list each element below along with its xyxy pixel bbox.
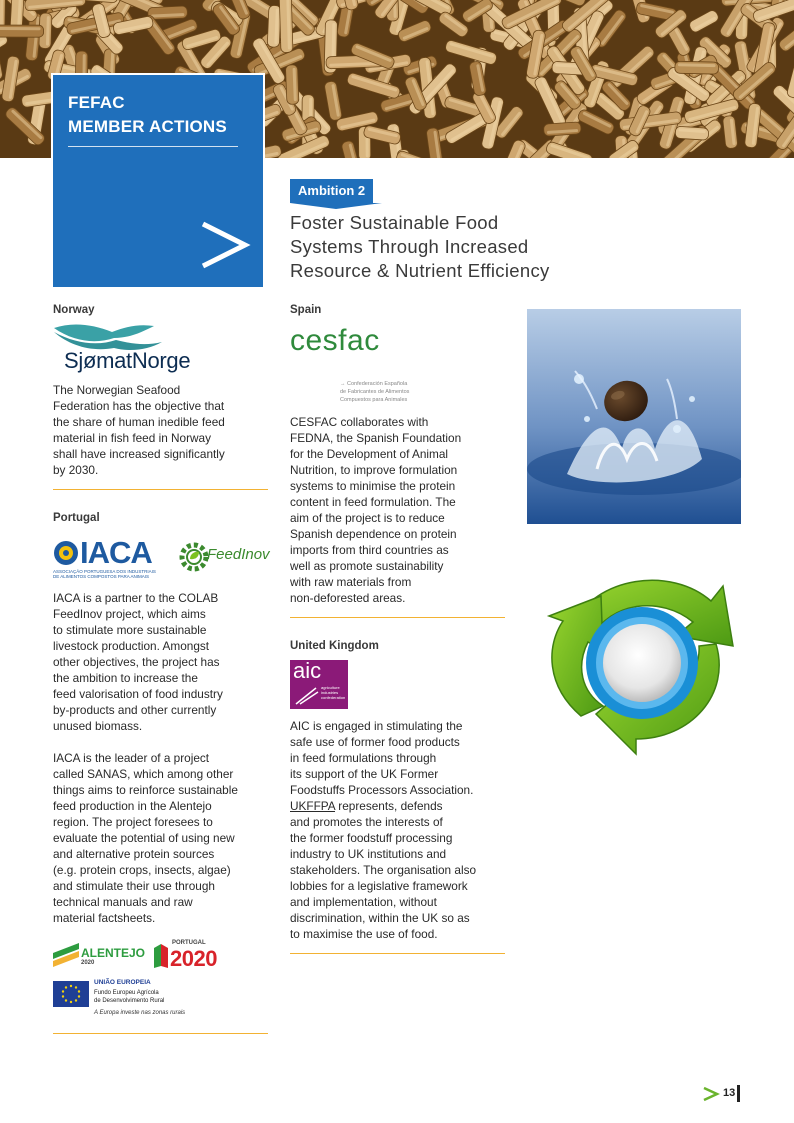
iaca-logo-text: IACA bbox=[80, 535, 152, 570]
cesfac-logo-text: cesfac bbox=[290, 324, 380, 357]
section-header-box bbox=[53, 75, 263, 287]
country-heading-spain: Spain bbox=[290, 304, 322, 316]
ambition-title-line: Systems Through Increased bbox=[290, 236, 529, 257]
uk-text bbox=[290, 718, 505, 942]
country-heading-uk: United Kingdom bbox=[290, 640, 379, 652]
spain-text: CESFAC collaborates with FEDNA, the Spanish Foundation for the Development of Animal Nutrition, to improve formulation systems to minimise the protein content in feed formulation. The aim of the project is to reduce Spanish dependence on protein imports from third countries as well as promote sustainability with raw materials from non-deforested areas. bbox=[290, 415, 462, 605]
portugal-2020-label: PORTUGAL bbox=[172, 940, 206, 946]
alentejo-2020-logo bbox=[53, 943, 146, 969]
portugal-2020-logo bbox=[152, 940, 234, 970]
norway-text: The Norwegian Seafood Federation has the objective that the share of human inedible feed material in fish feed in Norway shall have increased significantly by 2030. bbox=[53, 383, 225, 477]
iaca-logo bbox=[53, 535, 163, 580]
aic-logo bbox=[290, 660, 348, 709]
portugal-2020-year: 2020 bbox=[170, 946, 217, 971]
aic-logo-text: aic bbox=[293, 658, 322, 683]
ambition-title bbox=[290, 211, 590, 283]
chevron-right-icon bbox=[702, 1086, 720, 1102]
uk-text-part1: AIC is engaged in stimulating the safe use of former food products in feed formulations through its support of the UK Former Foodstuffs Processors Association. bbox=[290, 719, 474, 797]
aic-wheat-icon bbox=[294, 686, 320, 706]
recycle-icon bbox=[541, 566, 745, 757]
recycle-arrows-graphic bbox=[541, 566, 745, 757]
separator bbox=[290, 617, 505, 618]
ambition-badge-label: Ambition 2 bbox=[298, 183, 366, 198]
aic-logo-sub: agriculture industries confederation bbox=[321, 685, 346, 700]
iaca-logo-sub: ASSOCIAÇÃO PORTUGUESA DOS INDUSTRIAIS DE ALIMENTOS COMPOSTOS PARA ANIMAIS bbox=[53, 569, 156, 579]
portugal-text-1: IACA is a partner to the COLAB FeedInov project, which aims to stimulate more sustainable livestock production. Amongst other objectives, the project has the ambition to increase the feed valorisation of food industry by-products and other currently unused biomass. bbox=[53, 591, 223, 733]
eu-fund-logo bbox=[53, 979, 203, 1021]
ambition-title-line: Foster Sustainable Food bbox=[290, 212, 499, 233]
eu-flag-icon bbox=[53, 981, 89, 1007]
eu-logo-title: UNIÃO EUROPEIA bbox=[94, 979, 151, 986]
portugal-text-2: IACA is the leader of a project called SANAS, which among other things aims to reinforce sustainable feed production in the Alentejo region. The project foresees to evaluate the potential of using new and alternative protein sources (e.g. protein crops, insects, algae) and stimulate their use through technical manuals and raw material factsheets. bbox=[53, 751, 238, 925]
alentejo-logo-text: ALENTEJO bbox=[81, 946, 146, 960]
separator bbox=[290, 953, 505, 954]
cog-leaf-icon bbox=[178, 541, 210, 573]
alentejo-logo-year: 2020 bbox=[81, 960, 95, 966]
feedinov-logo bbox=[178, 541, 268, 575]
alentejo-emblem-icon bbox=[53, 943, 79, 967]
section-header-rule bbox=[68, 146, 238, 147]
feedinov-logo-text: FeedInov bbox=[207, 546, 270, 563]
cesfac-logo bbox=[290, 324, 430, 408]
country-heading-portugal: Portugal bbox=[53, 512, 100, 524]
page-number-bar bbox=[737, 1085, 740, 1102]
country-heading-norway: Norway bbox=[53, 304, 95, 316]
section-header-line1: FEFAC bbox=[68, 93, 125, 112]
eu-logo-fund-line1: Fundo Europeu Agrícola bbox=[94, 990, 159, 996]
ukffpa-link[interactable]: UKFFPA bbox=[290, 799, 336, 813]
portugal-flag-emblem-icon bbox=[152, 944, 170, 968]
ambition-badge bbox=[290, 179, 373, 203]
ambition-title-line: Resource & Nutrient Efficiency bbox=[290, 260, 550, 281]
cesfac-logo-sub: → Confederación Española de Fabricantes de Alimentos Compuestos para Animales bbox=[340, 381, 410, 403]
eu-logo-tagline: A Europa investe nas zonas rurais bbox=[94, 1010, 186, 1016]
separator bbox=[53, 1033, 268, 1034]
uk-text-part2: represents, defends and promotes the interests of the former foodstuff processing industry to UK institutions and stakeholders. The organisation also lobbies for a legislative framework and implementation, without discrimination, within the UK so as to maximise the use of food. bbox=[290, 799, 477, 941]
gear-icon bbox=[53, 540, 79, 566]
section-header-line2: MEMBER ACTIONS bbox=[68, 117, 227, 136]
separator bbox=[53, 489, 268, 490]
chevron-right-icon bbox=[199, 220, 251, 270]
eu-logo-fund-line2: de Desenvolvimento Rural bbox=[94, 998, 165, 1004]
water-splash-pellet-image bbox=[527, 309, 741, 524]
page-number: 13 bbox=[723, 1087, 736, 1099]
sjomatnorge-logo-text: SjømatNorge bbox=[64, 348, 191, 373]
sjomatnorge-logo bbox=[52, 322, 197, 376]
